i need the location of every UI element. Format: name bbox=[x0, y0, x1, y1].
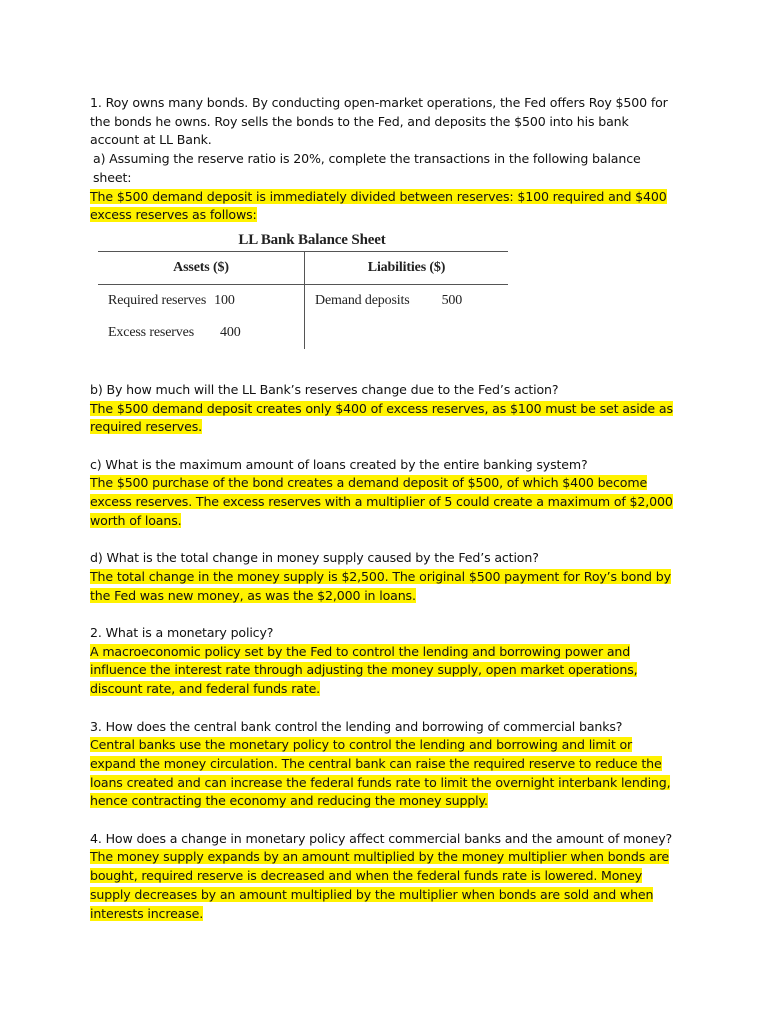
q2-question: 2. What is a monetary policy? bbox=[90, 625, 274, 641]
table-row bbox=[98, 317, 508, 349]
balance-sheet-title: LL Bank Balance Sheet bbox=[238, 231, 386, 248]
q1a-answer-highlight: The $500 demand deposit is immediately divided between reserves: $100 required and $400 excess reserves as follows: bbox=[90, 188, 667, 223]
q2-answer bbox=[90, 643, 680, 699]
balance-sheet-table bbox=[98, 251, 508, 349]
liabilities-header: Liabilities ($) bbox=[305, 251, 509, 284]
q1d-question: d) What is the total change in money supply caused by the Fed’s action? bbox=[90, 550, 539, 566]
q4-answer-highlight: The money supply expands by an amount multiplied by the money multiplier when bonds are bought, required reserve is decreased and when the federal funds rate is lowered. Money supply decreases by an amount multiplied by the multiplier when bonds are sold and when interests increase. bbox=[90, 849, 669, 921]
assets-header: Assets ($) bbox=[98, 251, 305, 284]
table-row bbox=[98, 284, 508, 317]
liability-value: 500 bbox=[441, 292, 463, 308]
q1a-question: a) Assuming the reserve ratio is 20%, complete the transactions in the following balance sheet: bbox=[93, 151, 641, 185]
q4-question: 4. How does a change in monetary policy affect commercial banks and the amount of money? bbox=[90, 830, 673, 846]
q1a-answer bbox=[90, 188, 680, 225]
q1-intro: 1. Roy owns many bonds. By conducting open-market operations, the Fed offers Roy $500 for the bonds he owns. Roy sells the bonds to the Fed, and deposits the $500 into his bank account at LL Bank. bbox=[90, 95, 668, 148]
document-body bbox=[90, 94, 680, 923]
q1d-answer bbox=[90, 568, 680, 605]
q1b-answer bbox=[90, 400, 680, 437]
q1c-answer bbox=[90, 474, 680, 530]
q2-answer-highlight: A macroeconomic policy set by the Fed to control the lending and borrowing power and influence the interest rate through adjusting the money supply, open market operations, discount rate, and federal funds rate. bbox=[90, 643, 638, 697]
q3-question: 3. How does the central bank control the lending and borrowing of commercial banks? bbox=[90, 718, 623, 734]
balance-sheet bbox=[98, 229, 518, 349]
asset-value: 100 bbox=[214, 292, 235, 308]
q1c-question: c) What is the maximum amount of loans created by the entire banking system? bbox=[90, 456, 588, 472]
q3-answer bbox=[90, 736, 680, 811]
asset-label: Required reserves bbox=[108, 292, 207, 308]
q4-answer bbox=[90, 848, 680, 923]
q1b-answer-highlight: The $500 demand deposit creates only $400 of excess reserves, as $100 must be set aside as required reserves. bbox=[90, 400, 673, 435]
q3-answer-highlight: Central banks use the monetary policy to control the lending and borrowing and limit or expand the money circulation. The central bank can raise the required reserve to reduce the loans created and can increase the federal funds rate to limit the overnight interbank lending, hence contracting the economy and reducing the money supply. bbox=[90, 737, 671, 809]
asset-label: Excess reserves bbox=[108, 324, 194, 340]
liability-label: Demand deposits bbox=[315, 292, 410, 308]
q1c-answer-highlight: The $500 purchase of the bond creates a demand deposit of $500, of which $400 become excess reserves. The excess reserves with a multiplier of 5 could create a maximum of $2,000 worth of loans. bbox=[90, 475, 673, 528]
asset-value: 400 bbox=[220, 324, 241, 340]
q1b-question: b) By how much will the LL Bank’s reserves change due to the Fed’s action? bbox=[90, 381, 559, 397]
q1d-answer-highlight: The total change in the money supply is $2,500. The original $500 payment for Roy’s bond by the Fed was new money, as was the $2,000 in loans. bbox=[90, 568, 671, 603]
